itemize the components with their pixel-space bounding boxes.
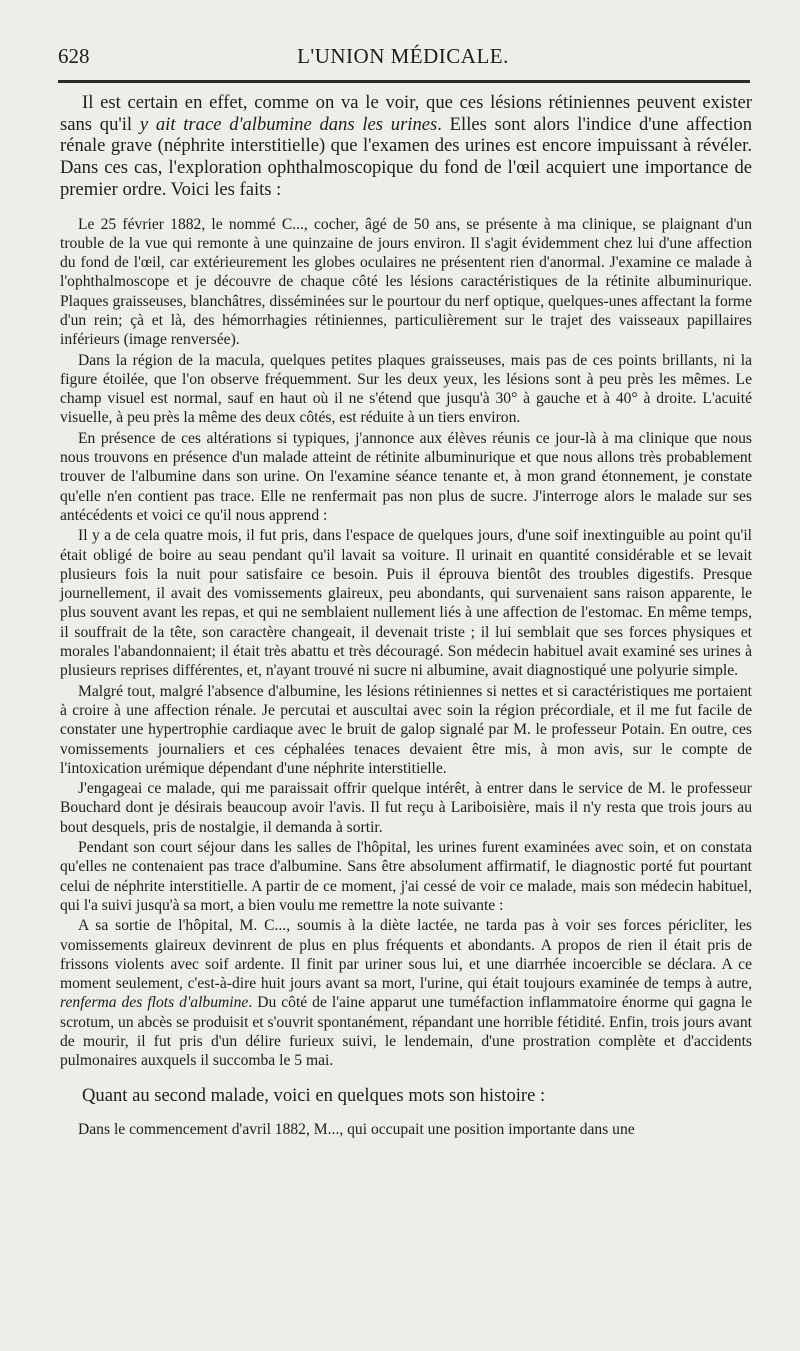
second-case-first-line: Dans le commencement d'avril 1882, M..., qui occupait une position importante dans une xyxy=(78,1121,635,1139)
case-paragraph-7: Pendant son court séjour dans les salles de l'hôpital, les urines furent examinées avec soin, et on constata qu'elles ne contenaient pas trace d'albumine. Sans être absolument affirmatif, le diagnostic porté fut pourtant celui de néphrite interstitielle. A partir de ce moment, j'ai cessé de voir ce malade, mais son médecin habituel, qui l'a suivi jusqu'à sa mort, a bien voulu me remettre la note suivante : xyxy=(60,839,752,914)
page-number: 628 xyxy=(58,44,90,68)
intro-italic-phrase: y ait trace d'albumine dans les urines xyxy=(139,113,438,135)
case-last-text-start: A sa sortie de l'hôpital, M. C..., soumis à la diète lactée, ne tarda pas à voir ses forces péricliter, les vomissements glaireux devinrent de plus en plus fréquents et abondants. A propos de rien il était pris de frissons violents avec soif ardente. Il finit par uriner sous lui, et une diarrhée incoercible se déclara. A ce moment seulement, c'est-à-dire huit jours avant sa mort, l'urine, qui était toujours examinée de temps à autre, xyxy=(60,917,752,993)
case-paragraph-3: En présence de ces altérations si typiques, j'annonce aux élèves réunis ce jour-là à ma clinique que nous nous trouvons en présence d'un malade atteint de rétinite albuminurique et que nous allons très probablement trouver de l'albumine dans son urine. On l'examine séance tenante et, à mon grand étonnement, je constate qu'elle n'en contient pas trace. Elle ne renfermait pas non plus de sucre. J'interroge alors le malade sur ses antécédents et voici ce qu'il nous apprend : xyxy=(60,429,752,524)
header-rule xyxy=(58,80,750,83)
intro-paragraph xyxy=(60,92,752,201)
running-title: L'UNION MÉDICALE. xyxy=(297,44,509,68)
case-italic-phrase: renferma des flots d'albumine xyxy=(60,994,249,1012)
intro-text-start: Il est certain en effet, comme on va le voir, que ces lésions rétiniennes peuvent exister sans qu'il xyxy=(60,92,752,135)
second-case-intro: Quant au second malade, voici en quelques mots son histoire : xyxy=(82,1084,546,1106)
case-report-section xyxy=(60,215,752,1071)
intro-section xyxy=(60,92,752,201)
case-paragraph-1: Le 25 février 1882, le nommé C..., cocher, âgé de 50 ans, se présente à ma clinique, se plaignant d'un trouble de la vue qui remonte à une quinzaine de jours environ. Il s'agit évidemment chez lui d'une affection du fond de l'œil, car extérieurement les globes oculaires ne présentent rien d'anormal. J'examine ce malade à l'ophthalmoscope et je découvre de chaque côté les lésions caractéristiques de la rétinite albuminurique. Plaques graisseuses, blanchâtres, disséminées sur le pourtour du nerf optique, quelques-unes affectant la forme d'un rein; çà et là, des hémorrhagies rétiniennes, particulièrement sur le trajet des vaisseaux papillaires inférieurs (image renversée). xyxy=(60,215,752,349)
case-paragraph-4: Il y a de cela quatre mois, il fut pris, dans l'espace de quelques jours, d'une soif inextinguible au point qu'il était obligé de boire au seau pendant qu'il lavait sa voiture. Il urinait en quantité considérable et se levait plusieurs fois la nuit pour satisfaire ce besoin. Puis il éprouva bientôt des troubles digestifs. Presque journellement, il avait des vomissements glaireux, peu abondants, qui survenaient sans raison apparente, le plus souvent avant les repas, et qui ne semblaient nullement liés à une affection de l'estomac. En même temps, il souffrait de la tête, son caractère changeait, il devenait triste ; il lui semblait que ses forces physiques et morales l'abandonnaient; il était très abattu et très découragé. Son médecin habituel avait examiné ses urines à plusieurs reprises différentes, et, n'ayant trouvé ni sucre ni albumine, avait diagnostiqué une polyurie simple. xyxy=(60,527,752,680)
page-header xyxy=(58,44,748,74)
article-body xyxy=(60,92,752,1140)
case-last-text-end: . Du côté de l'aine apparut une tuméfaction inflammatoire énorme qui gagna le scrotum, un abcès se produisit et s'ouvrit spontanément, répandant une horrible fétidité. Enfin, trois jours avant de mourir, il fut pris d'un délire furieux suivi, le lendemain, d'une prostration complète et d'accidents pulmonaires auxquels il succomba le 5 mai. xyxy=(60,994,752,1070)
second-case-section xyxy=(60,1085,752,1140)
case-paragraph-2: Dans la région de la macula, quelques petites plaques graisseuses, mais pas de ces points brillants, ni la figure étoilée, que l'on observe fréquemment. Sur les deux yeux, les lésions sont à peu près les mêmes. Le champ visuel est normal, sauf en haut où il ne s'étend que jusqu'à 30° à gauche et à 40° à droite. L'acuité visuelle, à peu près la même des deux côtés, est réduite à un tiers environ. xyxy=(60,351,752,427)
intro-text-end: . Elles sont alors l'indice d'une affection rénale grave (néphrite interstitielle) que l'examen des urines est encore impuissant à révéler. Dans ces cas, l'exploration ophthalmoscopique du fond de l'œil acquiert une importance de premier ordre. Voici les faits : xyxy=(60,113,752,200)
case-paragraph-6: J'engageai ce malade, qui me paraissait offrir quelque intérêt, à entrer dans le service de M. le professeur Bouchard dont je désirais beaucoup avoir l'avis. Il fut reçu à Lariboisière, mais il n'y resta que trois jours au bout desquels, pris de nostalgie, il demanda à sortir. xyxy=(60,780,752,836)
case-paragraph-8 xyxy=(60,916,752,1070)
case-paragraph-5: Malgré tout, malgré l'absence d'albumine, les lésions rétiniennes si nettes et si caractéristiques me portaient à croire à une affection rénale. Je percutai et auscultai avec soin la région précordiale, et il me fut facile de constater une hypertrophie cardiaque avec le bruit de galop signalé par M. le professeur Potain. En outre, ces vomissements journaliers et ces céphalées tenaces devaient être mis, à mon avis, sur le compte de l'intoxication urémique dépendant d'une néphrite interstitielle. xyxy=(60,682,752,777)
